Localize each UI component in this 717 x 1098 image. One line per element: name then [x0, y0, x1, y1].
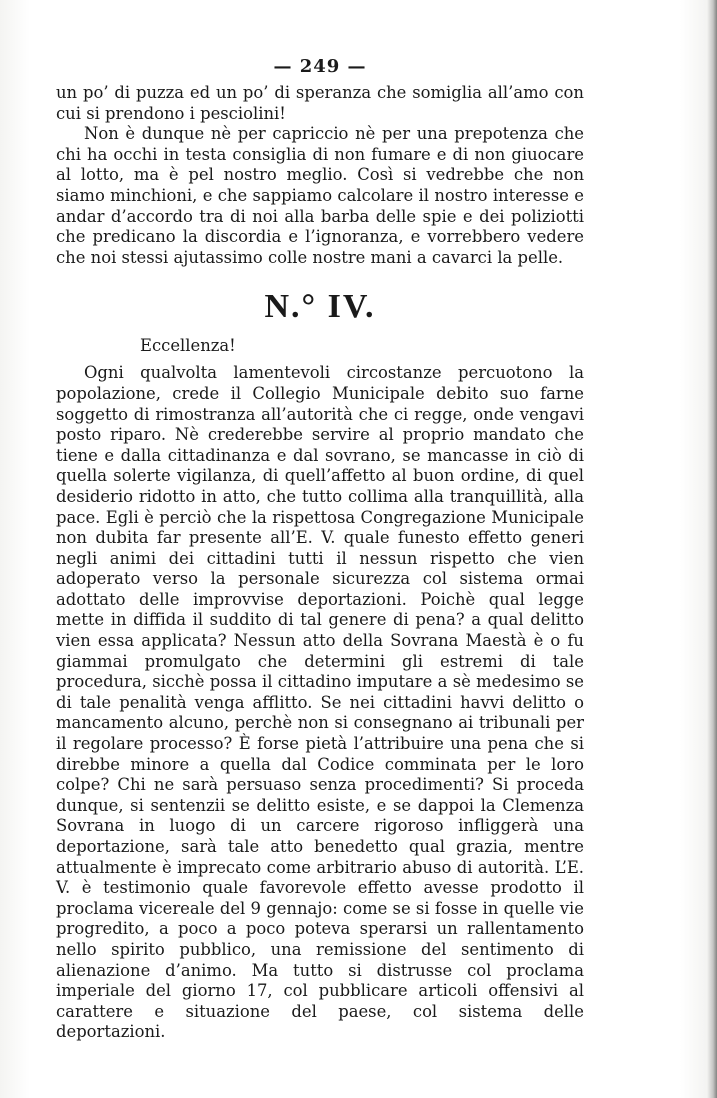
body-paragraph: Ogni qualvolta lamentevoli circostanze percuotono la popolazione, crede il Collegio Municipale debito suo farne soggetto di rimostranza all’autorità che ci regge, onde vengavi posto riparo. Nè crederebbe servire al proprio mandato che tiene e dalla cittadinanza e dal sovrano, se mancasse in ciò di quella solerte vigilanza, di quell’affetto al buon ordine, di quel desiderio ridotto in atto, che tutto collima alla tranquillità, alla pace. Egli è perciò che la rispettosa Congregazione Municipale non dubita far presente all’E. V. quale funesto effetto generi negli animi dei cittadini tutti il nessun rispetto che vien adoperato verso la personale sicurezza col sistema ormai adottato delle improvvise deportazioni. Poichè qual legge mette in diffida il suddito di tal genere di pena? a qual delitto vien essa applicata? Nessun atto della Sovrana Maestà è o fu giammai promulgato che determini gli estremi di tale procedura, sicchè possa il cittadino imputare a sè medesimo se di tale penalità venga afflitto. Se nei cittadini havvi delitto o mancamento alcuno, perchè non si consegnano ai tribunali per il regolare processo? È forse pietà l’attribuire una pena che si direbbe minore a quella dal Codice comminata per le loro colpe? Chi ne sarà persuaso senza procedimenti? Si proceda dunque, si sentenzii se delitto esiste, e se dappoi la Clemenza Sovrana in luogo di un carcere rigoroso infliggerà una deportazione, sarà tale atto benedetto qual grazia, mentre attualmente è imprecato come arbitrario abuso di autorità. L’E. V. è testimonio quale favorevole effetto avesse prodotto il proclama vicereale del 9 gennajo: come se si fosse in quelle vie progredito, a poco a poco poteva sperarsi un rallentamento nello spirito pubblico, una remissione del sentimento di alienazione d’animo. Ma tutto si distrusse col proclama imperiale del giorno 17, col pubblicare articoli offensivi al carattere e situazione del paese, col sistema delle deportazioni.	[56, 363, 584, 1042]
page-spine-shadow	[707, 0, 717, 1098]
page-content	[56, 56, 584, 1043]
salutation: Eccellenza!	[140, 336, 236, 356]
page-number: — 249 —	[273, 56, 367, 77]
section-title: N.° IV.	[264, 288, 376, 326]
paragraph-top-1: un po’ di puzza ed un po’ di speranza che somiglia all’amo con cui si prendono i pesciolini!	[56, 83, 584, 123]
paragraph-top-2: Non è dunque nè per capriccio nè per una prepotenza che chi ha occhi in testa consiglia di non fumare e di non giuocare al lotto, ma è pel nostro meglio. Così si vedrebbe che non siamo minchioni, e che sappiamo calcolare il nostro interesse e andar d’accordo tra di noi alla barba delle spie e dei poliziotti che predicano la discordia e l’ignoranza, e vorrebbero vedere che noi stessi ajutassimo colle nostre mani a cavarci la pelle.	[56, 124, 584, 267]
